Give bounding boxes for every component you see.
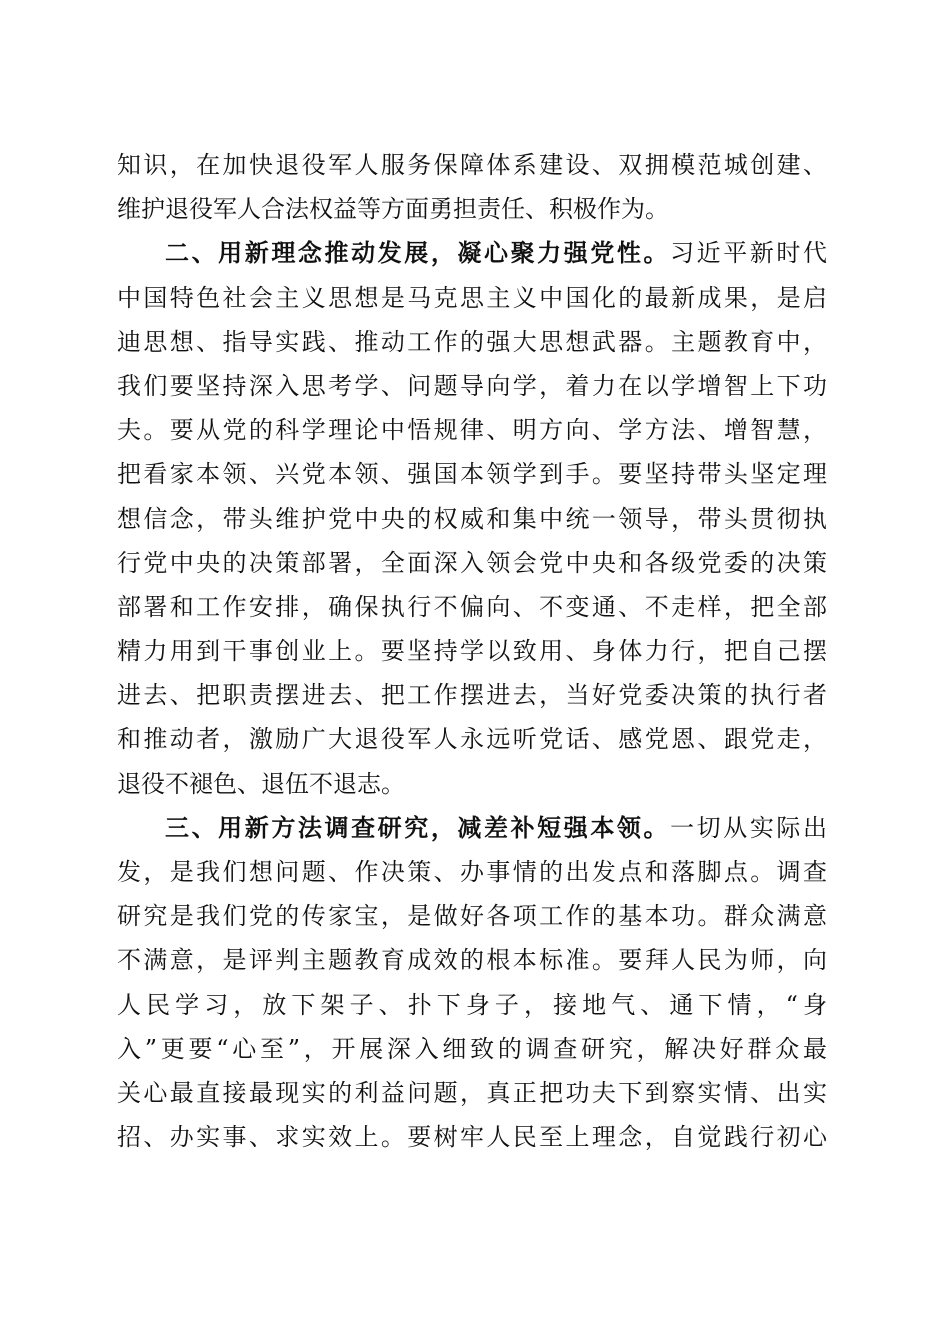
- paragraph-2-line-1: [117, 231, 827, 275]
- paragraph-2-line-9: 部署和工作安排，确保执行不偏向、不变通、不走样，把全部: [117, 592, 827, 621]
- paragraph-3-line-8: 招、办实事、求实效上。要树牢人民至上理念，自觉践行初心: [117, 1123, 827, 1152]
- paragraph-2-line-8: 行党中央的决策部署，全面深入领会党中央和各级党委的决策: [117, 548, 827, 577]
- paragraph-2-line-13: 退役不褪色、退伍不退志。: [117, 769, 405, 798]
- paragraph-2-line-4: 我们要坚持深入思考学、问题导向学，着力在以学增智上下功: [117, 371, 827, 400]
- paragraph-2-first-line-rest: 习近平新时代: [670, 239, 828, 268]
- document-page: [117, 143, 827, 1159]
- paragraph-2-line-6: 把看家本领、兴党本领、强国本领学到手。要坚持带头坚定理: [117, 460, 827, 489]
- paragraph-3-line-6: 入”更要“心至”，开展深入细致的调查研究，解决好群众最: [117, 1034, 827, 1063]
- paragraph-2-line-3: 迪思想、指导实践、推动工作的强大思想武器。主题教育中，: [117, 327, 827, 356]
- paragraph-2-line-12: 和推动者，激励广大退役军人永远听党话、感党恩、跟党走，: [117, 725, 827, 754]
- paragraph-3-line-4: 不满意，是评判主题教育成效的根本标准。要拜人民为师，向: [117, 946, 827, 975]
- paragraph-3-line-3: 研究是我们党的传家宝，是做好各项工作的基本功。群众满意: [117, 902, 827, 931]
- paragraph-3-line-2: 发，是我们想问题、作决策、办事情的出发点和落脚点。调查: [117, 858, 827, 886]
- paragraph-3-heading: 三、用新方法调查研究，减差补短强本领。: [165, 812, 671, 842]
- paragraph-3-line-7: 关心最直接最现实的利益问题，真正把功夫下到察实情、出实: [117, 1078, 827, 1107]
- paragraph-2-line-7: 想信念，带头维护党中央的权威和集中统一领导，带头贯彻执: [117, 504, 827, 533]
- paragraph-3-line-5: 人民学习，放下架子、扑下身子，接地气、通下情，“身: [117, 990, 827, 1019]
- paragraph-2-line-11: 进去、把职责摆进去、把工作摆进去，当好党委决策的执行者: [117, 681, 827, 710]
- paragraph-2: [117, 231, 827, 805]
- paragraph-3-first-line-rest: 一切从实际出: [670, 813, 828, 842]
- paragraph-2-heading: 二、用新理念推动发展，凝心聚力强党性。: [165, 238, 671, 268]
- paragraph-1-line-2: 维护退役军人合法权益等方面勇担责任、积极作为。: [117, 195, 669, 224]
- paragraph-3: [117, 806, 827, 1160]
- paragraph-1-line-1: 知识，在加快退役军人服务保障体系建设、双拥模范城创建、: [117, 151, 827, 179]
- paragraph-2-line-2: 中国特色社会主义思想是马克思主义中国化的最新成果，是启: [117, 283, 827, 312]
- paragraph-2-line-5: 夫。要从党的科学理论中悟规律、明方向、学方法、增智慧，: [117, 416, 827, 445]
- paragraph-1: [117, 143, 827, 231]
- paragraph-2-line-10: 精力用到干事创业上。要坚持学以致用、身体力行，把自己摆: [117, 637, 827, 666]
- paragraph-3-line-1: [117, 806, 827, 850]
